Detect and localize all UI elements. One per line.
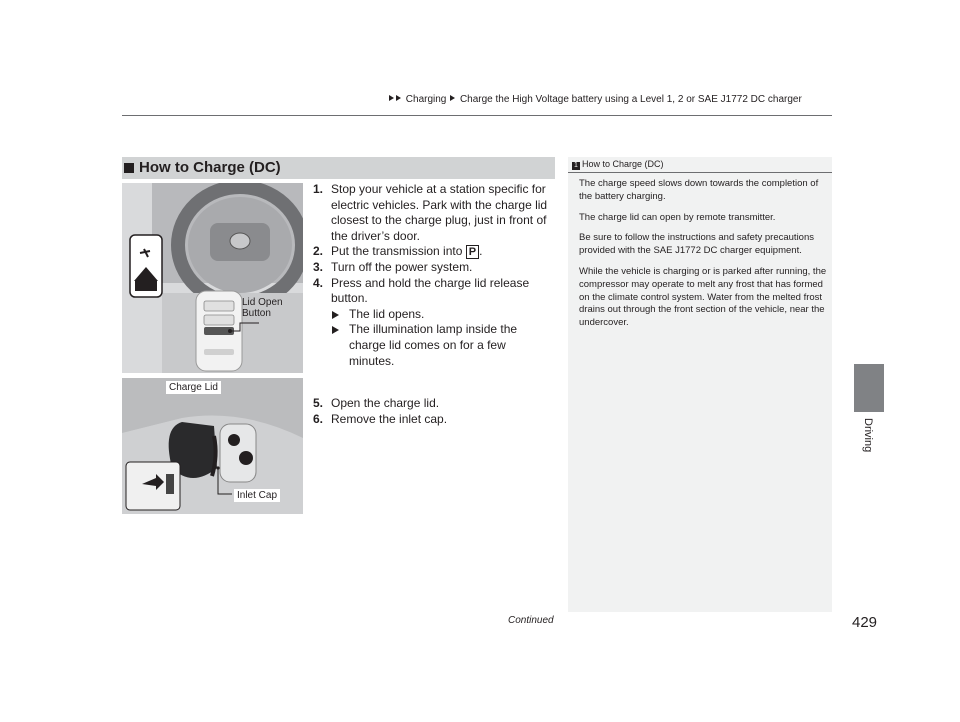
header-rule (122, 115, 832, 116)
step-4-result-1: The lid opens. (313, 307, 553, 323)
steering-wheel-illustration (122, 183, 303, 373)
note-paragraph: While the vehicle is charging or is parked after running, the compressor may operate to melt any frost that has formed on the climate control system. Water from the melted frost drains out through the front section of the vehicle, near the undercover. (579, 265, 827, 329)
step-4: 4. Press and hold the charge lid release button. (313, 275, 530, 306)
note-rule (568, 172, 832, 173)
instruction-steps (313, 182, 553, 427)
breadcrumb-charging: Charging (405, 94, 447, 105)
result-arrow-icon (332, 311, 339, 319)
park-gear-icon: P (466, 245, 479, 259)
note-title: 1 How to Charge (DC) (572, 159, 664, 170)
step-5: 5. Open the charge lid. (313, 396, 440, 411)
arrow-icon (396, 95, 401, 101)
note-number-icon: 1 (572, 162, 580, 170)
note-paragraph: Be sure to follow the instructions and safety precautions provided with the SAE J1772 DC charger equipment. (579, 232, 814, 257)
page-number: 429 (852, 614, 878, 631)
note-paragraph: The charge lid can open by remote transmitter. (579, 211, 776, 223)
breadcrumb (388, 94, 802, 105)
charge-lid-label: Charge Lid (166, 381, 221, 394)
inlet-cap-label: Inlet Cap (234, 489, 280, 502)
square-bullet-icon (124, 163, 134, 173)
chapter-tab (854, 364, 884, 412)
step-1: 1. Stop your vehicle at a station specific for electric vehicles. Park with the charge lid closest to the charge plug, just in front of the driver’s door. (313, 182, 548, 243)
step-3: 3. Turn off the power system. (313, 259, 473, 274)
step-6: 6. Remove the inlet cap. (313, 411, 448, 426)
chapter-label: Driving (862, 418, 874, 453)
breadcrumb-section: Charge the High Voltage battery using a Level 1, 2 or SAE J1772 DC charger (459, 94, 802, 105)
charge-lid-illustration (122, 378, 303, 514)
continued-label: Continued (508, 615, 554, 626)
arrow-icon (389, 95, 394, 101)
note-paragraph: The charge speed slows down towards the completion of the battery charging. (579, 178, 819, 202)
step-2: 2. Put the transmission into P . (313, 244, 483, 259)
step-4-result-2: The illumination lamp inside the charge lid comes on for a few minutes. (313, 322, 553, 369)
arrow-icon (450, 95, 455, 101)
note-body (579, 178, 829, 338)
section-header (122, 157, 555, 179)
lid-open-button-label: Lid Open Button (242, 297, 283, 319)
section-title: How to Charge (DC) (139, 159, 281, 176)
result-arrow-icon (332, 326, 339, 334)
steering-wheel-image (122, 183, 303, 373)
